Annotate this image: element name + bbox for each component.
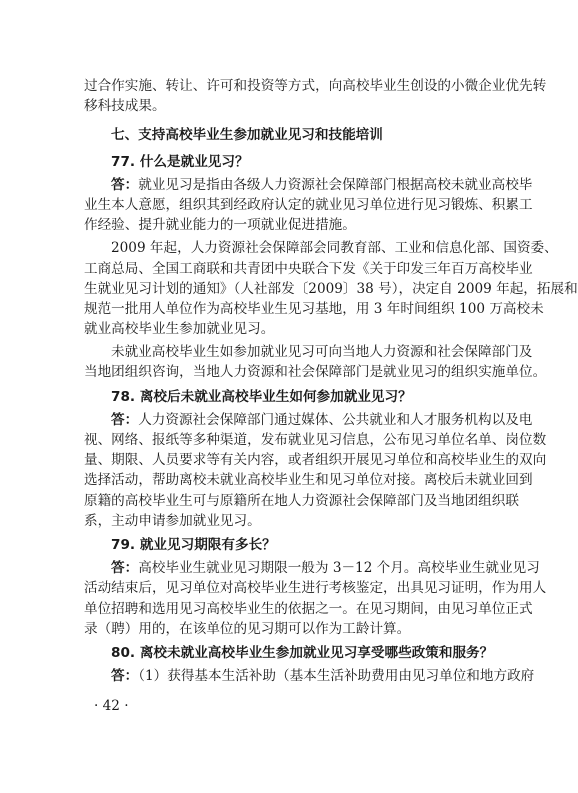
answer-78-first-text: 人力资源社会保障部门通过媒体、公共就业和人才服务机构以及电 [138, 411, 533, 428]
answer-78-line-2: 视、网络、报纸等多种渠道，发布就业见习信息，公布见习单位名单、岗位数 [84, 432, 547, 448]
question-77: 77. 什么是就业见习？ [111, 153, 249, 170]
intro-paragraph [84, 76, 547, 116]
answer-77-paragraph-3 [84, 342, 547, 382]
page-number: · 42 · [94, 698, 129, 714]
answer-78-line-5: 原籍的高校毕业生可与原籍所在地人力资源社会保障部门及当地团组织联 [84, 492, 519, 509]
answer-77-line-3: 作经验、提升就业能力的一项就业促进措施。 [84, 217, 356, 234]
intro-line-1: 过合作实施、转让、许可和投资等方式，向高校毕业生创设的小微企业优先转 [84, 78, 547, 94]
answer-79-first-text: 高校毕业生就业见习期限一般为 3－12 个月。高校毕业生就业见习 [138, 560, 540, 577]
answer-78-line-1 [84, 410, 533, 430]
intro-line-2: 移科技成果。 [84, 98, 166, 115]
p2-line-5: 就业高校毕业生参加就业见习。 [84, 321, 275, 338]
p2-line-3: 生就业见习计划的通知》（人社部发〔2009〕38 号），决定自 2009 年起，拓展和 [84, 280, 578, 297]
p3-line-1: 未就业高校毕业生如参加就业见习可向当地人力资源和社会保障部门及 [111, 344, 533, 361]
answer-79-line-4: 录（聘）用的，在该单位的见习期可以作为工龄计算。 [84, 620, 411, 637]
p2-line-4: 规范一批用人单位作为高校毕业生见习基地，用 3 年时间组织 100 万高校未 [84, 300, 544, 317]
answer-80 [84, 666, 535, 686]
answer-78-line-3: 量、期限、人员要求等有关内容，或者组织开展见习单位和高校毕业生的双向 [84, 452, 547, 469]
p3-line-2: 当地团组织咨询，当地人力资源和社会保障部门是就业见习的组织实施单位。 [84, 364, 547, 381]
answer-78 [84, 410, 547, 531]
answer-77-line-2: 业生本人意愿，组织其到经政府认定的就业见习单位进行见习锻炼、积累工 [84, 196, 533, 213]
question-79: 79. 就业见习期限有多长？ [111, 536, 276, 553]
answer-78-line-6: 系，主动申请参加就业见习。 [84, 512, 261, 529]
answer-78-line-4: 选择活动，帮助离校未就业高校毕业生和见习单位对接。离校后未就业回到 [84, 472, 533, 489]
answer-77-first-text: 就业见习是指由各级人力资源社会保障部门根据高校未就业高校毕 [138, 176, 533, 193]
answer-79-line-3: 单位招聘和选用见习高校毕业生的依据之一。在见习期间，由见习单位正式 [84, 600, 533, 617]
answer-79-line-1 [84, 558, 540, 578]
section-heading: 七、支持高校毕业生参加就业见习和技能培训 [111, 127, 383, 144]
answer-79-line-2: 活动结束后，见习单位对高校毕业生进行考核鉴定，出具见习证明，作为用人 [84, 580, 547, 597]
answer-77-paragraph-2 [84, 238, 578, 339]
answer-80-line-1 [84, 666, 535, 686]
question-80: 80. 离校未就业高校毕业生参加就业见习享受哪些政策和服务？ [111, 644, 494, 661]
answer-79 [84, 558, 547, 639]
answer-80-first-text: （1）获得基本生活补助（基本生活补助费用由见习单位和地方政府 [138, 668, 535, 685]
answer-77 [84, 175, 533, 236]
answer-label: 答： [111, 411, 139, 428]
answer-label: 答： [111, 560, 139, 577]
answer-label: 答： [111, 176, 139, 193]
question-78: 78. 离校后未就业高校毕业生如何参加就业见习？ [111, 388, 412, 405]
answer-label: 答： [111, 668, 139, 685]
p2-line-2: 工商总局、全国工商联和共青团中央联合下发《关于印发三年百万高校毕业 [84, 260, 533, 277]
answer-77-line-1 [84, 175, 533, 195]
page-body [84, 76, 578, 686]
p2-line-1: 2009 年起，人力资源社会保障部会同教育部、工业和信息化部、国资委、 [111, 240, 558, 257]
